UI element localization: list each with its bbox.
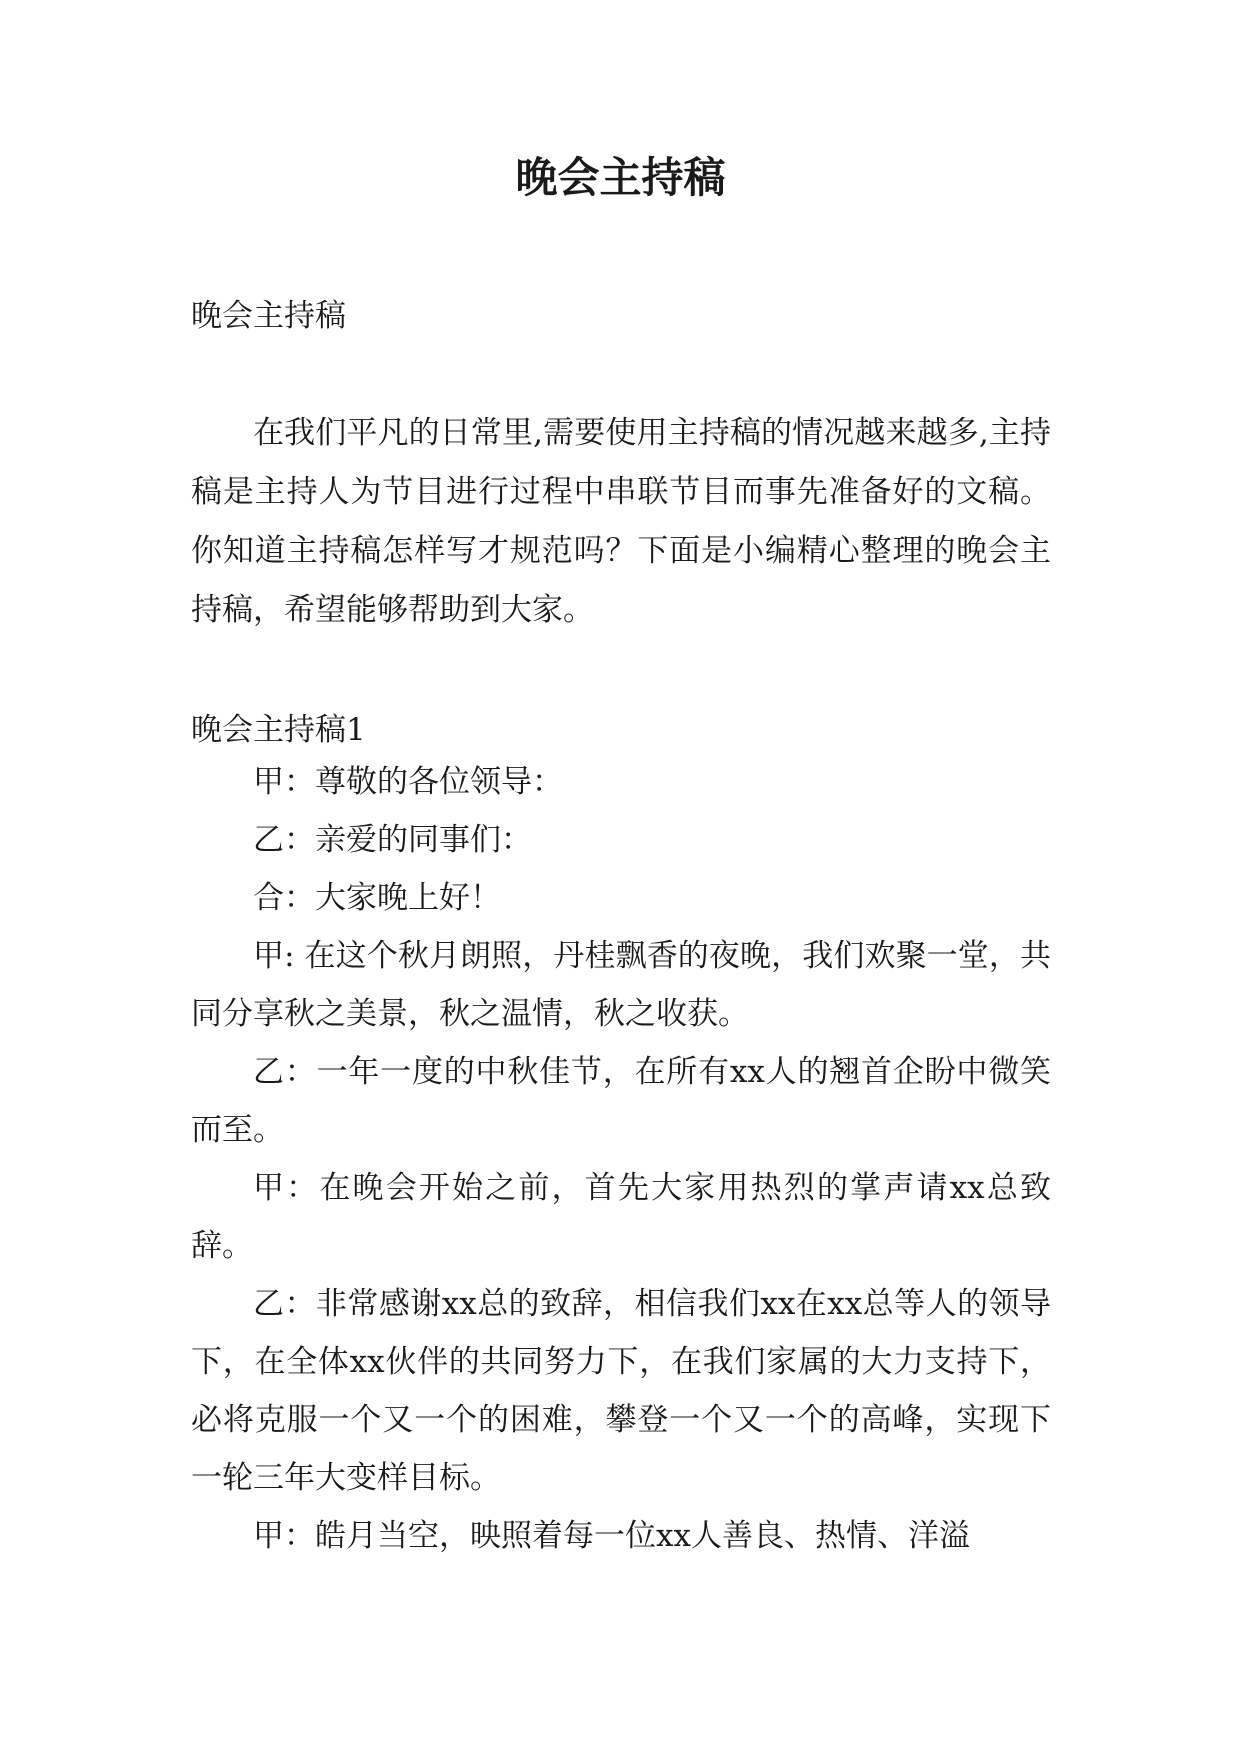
script-line: 甲：在晚会开始之前，首先大家用热烈的掌声请xx总致辞。 [191, 1170, 1051, 1264]
script-line: 乙：亲爱的同事们： [253, 822, 532, 858]
script-line: 甲：尊敬的各位领导： [253, 764, 563, 800]
script-line: 乙：一年一度的中秋佳节，在所有xx人的翘首企盼中微笑而至。 [191, 1054, 1051, 1148]
intro-paragraph: 在我们平凡的日常里,需要使用主持稿的情况越来越多,主持稿是主持人为节目进行过程中串联节目而事先准备好的文稿。你知道主持稿怎样写才规范吗？下面是小编精心整理的晚会主持稿，希望能够帮助到大家。 [191, 415, 1051, 628]
document-title: 晚会主持稿 [515, 153, 726, 202]
section-label: 晚会主持稿1 [191, 712, 366, 748]
intro-label: 晚会主持稿 [191, 298, 346, 334]
script-line: 甲: 在这个秋月朗照，丹桂飘香的夜晚，我们欢聚一堂，共同分享秋之美景，秋之温情，秋之收获。 [191, 938, 1051, 1032]
host-script [191, 753, 1051, 1565]
script-line: 合：大家晚上好！ [253, 880, 501, 916]
script-line: 甲：皓月当空，映照着每一位xx人善良、热情、洋溢 [253, 1518, 970, 1554]
script-line: 乙：非常感谢xx总的致辞，相信我们xx在xx总等人的领导下，在全体xx伙伴的共同努力下，在我们家属的大力支持下，必将克服一个又一个的困难，攀登一个又一个的高峰，实现下一轮三年大变样目标。 [191, 1286, 1051, 1496]
